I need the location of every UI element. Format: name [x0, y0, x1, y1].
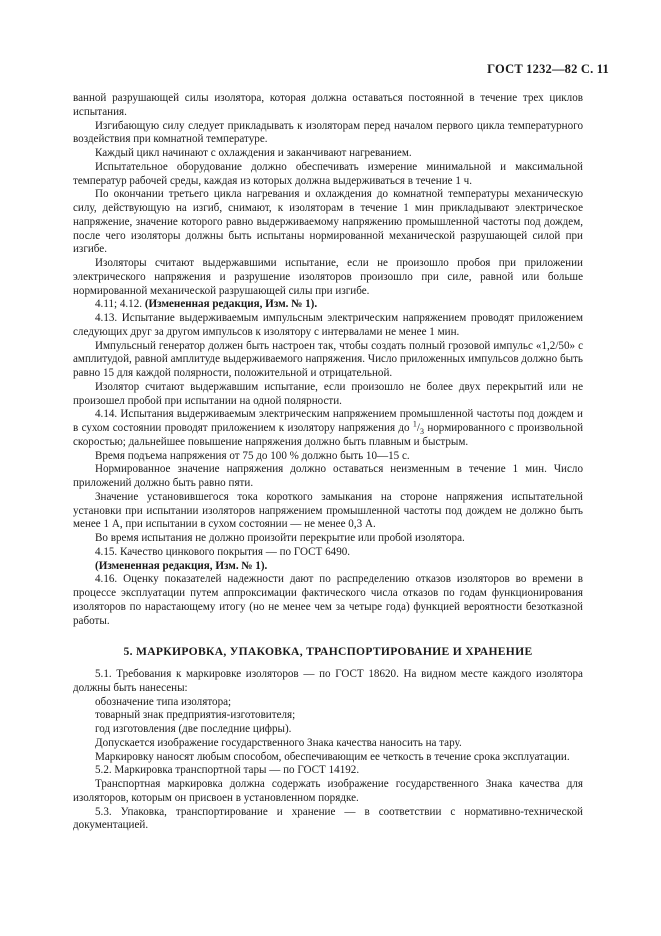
amendment-note: (Измененная редакция, Изм. № 1). [144, 298, 318, 311]
paragraph: 4.16. Оценку показателей надежности дают по распределению отказов изоляторов во времени в процессе эксплуатации путем аппроксимации фактического числа отказов по годам функционирования изоляторов по нарастающему итогу (но не менее чем за четыре года) функцией вероятности безотказной работы. [73, 573, 583, 627]
paragraph: ванной разрушающей силы изолятора, которая должна оставаться постоянной в течение трех циклов испытания. [73, 92, 583, 118]
paragraph: Изгибающую силу следует прикладывать к изоляторам перед началом первого цикла температурного воздействия при комнатной температуре. [73, 119, 583, 146]
paragraph-text: нормированного с произвольной скоростью; дальнейшее повышение напряжения должно быть плавным и быстрым. [73, 422, 584, 448]
paragraph: 5.3. Упаковка, транспортирование и хранение — в соответствии с нормативно-технической документацией. [73, 805, 583, 832]
paragraph: Во время испытания не должно произойти перекрытие или пробой изолятора. [95, 532, 465, 544]
list-item: товарный знак предприятия-изготовителя; [95, 709, 296, 722]
fraction-numerator: 1 [412, 419, 417, 429]
fraction-denominator: 3 [420, 427, 424, 437]
paragraph: Импульсный генератор должен быть настроен так, чтобы создать полный грозовой импульс «1,2/50» с амплитудой, равной амплитуде выдерживаемого напряжения. Число приложенных импульсов должно быть равно 15 для каждой полярности, положительной и отрицательной. [73, 339, 583, 379]
paragraph: Транспортная маркировка должна содержать изображение государственного Знака качества для изоляторов, которым он присвоен в установленном порядке. [73, 778, 583, 804]
paragraph: Маркировку наносят любым способом, обеспечивающим ее четкость в течение срока эксплуатации. [95, 750, 570, 763]
paragraph: Испытательное оборудование должно обеспечивать измерение минимальной и максимальной температур рабочей среды, каждая из которых должна выдерживаться в течение 1 ч. [73, 160, 583, 187]
page-header: ГОСТ 1232—82 С. 11 [487, 62, 609, 76]
paragraph: Время подъема напряжения от 75 до 100 % должно быть 10—15 с. [95, 449, 410, 462]
paragraph: Допускается изображение государственного Знака качества наносить на тару. [95, 736, 462, 749]
paragraph-amendment [73, 298, 583, 312]
section-title: 5. МАРКИРОВКА, УПАКОВКА, ТРАНСПОРТИРОВАНИЕ И ХРАНЕНИЕ [123, 645, 533, 659]
paragraph: По окончании третьего цикла нагревания и охлаждения до комнатной температуры механическую силу, действующую на изгиб, снимают, к изоляторам в течение 1 мин прикладывают электрическое напряжение, значение которого равно выдерживаемому напряжению промышленной частоты под дождем, после чего изоляторы должны быть испытаны нормированной механической разрушающей силой при изгибе. [73, 188, 583, 256]
paragraph: Нормированное значение напряжения должно оставаться неизменным в течение 1 мин. Число приложений должно быть равно пяти. [73, 463, 583, 489]
clause-number: 4.11; 4.12. [95, 298, 143, 311]
paragraph: 4.13. Испытание выдерживаемым импульсным электрическим напряжением проводят приложением следующих друг за другом импульсов к изолятору с интервалами не менее 1 мин. [73, 312, 583, 338]
paragraph: Значение установившегося тока короткого замыкания на стороне напряжения испытательной установки при испытании изоляторов напряжением промышленной частоты под дождем не должно быть менее 1 А, при испытании в сухом состоянии — не менее 0,3 А. [73, 490, 583, 531]
paragraph: 5.2. Маркировка транспортной тары — по ГОСТ 14192. [95, 764, 360, 777]
paragraph: 4.15. Качество цинкового покрытия — по ГОСТ 6490. [95, 545, 351, 558]
list-item: год изготовления (две последние цифры). [95, 723, 292, 735]
paragraph: 5.1. Требования к маркировке изоляторов — по ГОСТ 18620. На видном месте каждого изолятора должны быть нанесены: [73, 668, 583, 694]
paragraph: 4.14. Испытания выдерживаемым электрическим напряжением промышленной частоты под дождем и в сухом состоянии проводят приложением к изолятору напряжения до $^1/_3$ нормированного с произвольной скоростью; дальнейшее повышение напряжения должно быть плавным и быстрым. [73, 408, 584, 448]
paragraph-text: 4.14. Испытания выдерживаемым электрическим напряжением промышленной частоты под дождем и в сухом состоянии проводят приложением к изолятору напряжения до [73, 408, 583, 434]
paragraph: Изолятор считают выдержавшим испытание, если произошло не более двух перекрытий или не произошел пробой при испытании на одной полярности. [73, 380, 583, 407]
amendment-note: (Измененная редакция, Изм. № 1). [95, 559, 268, 572]
paragraph: Изоляторы считают выдержавшими испытание, если не произошло пробоя при приложении электрического напряжения и разрушение изоляторов произошло при силе, равной или больше нормированной механической разрушающей силы при изгибе. [73, 257, 583, 297]
document-body [73, 92, 583, 833]
paragraph: Каждый цикл начинают с охлаждения и заканчивают нагреванием. [95, 147, 412, 159]
list-item: обозначение типа изолятора; [95, 695, 232, 708]
